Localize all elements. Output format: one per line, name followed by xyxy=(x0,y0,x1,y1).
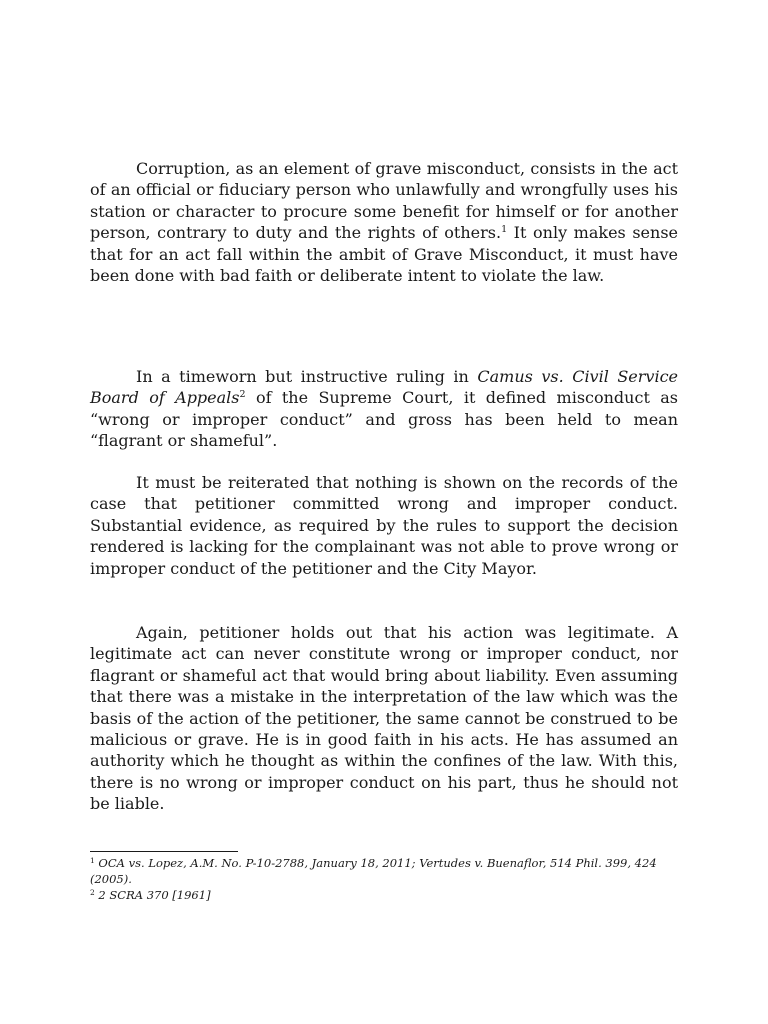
paragraph-text: Corruption, as an element of grave misconduct, consists in the act of an official or fiduciary person who unlawfully and wrongfully uses his station or character to procure some benefit for himself or for another person, contrary to duty and the rights of others. xyxy=(90,159,678,243)
footnote-ref-1: 1 xyxy=(501,224,508,236)
footnote-ref-2: 2 xyxy=(239,389,246,401)
paragraph-text: of the Supreme Court, it defined misconduct as “wrong or improper conduct” and gross has been held to mean “flagrant or shameful”. xyxy=(90,388,678,451)
paragraph-text: In a timeworn but instructive ruling in xyxy=(136,367,478,386)
paragraph-records xyxy=(90,472,678,579)
footnote-text: 2 SCRA 370 [1961] xyxy=(94,888,211,902)
paragraph-text: It must be reiterated that nothing is shown on the records of the case that petitioner committed wrong and improper conduct. Substantial evidence, as required by the rules to support the decision rendered is lacking for the complainant was not able to prove wrong or improper conduct of the petitioner and the City Mayor. xyxy=(90,473,678,578)
footnote-marker: 2 xyxy=(90,888,95,897)
footnote-2 xyxy=(90,888,678,904)
paragraph-camus-ruling xyxy=(90,366,678,452)
footnote-1 xyxy=(90,856,678,887)
footnote-marker: 1 xyxy=(90,856,95,865)
case-citation: Camus vs. Civil Service Board of Appeals xyxy=(90,367,679,408)
footnote-text: OCA vs. Lopez, A.M. No. P-10-2788, January 18, 2011; Vertudes v. Buenaflor, 514 Phil. 399, 424 (2005). xyxy=(90,856,657,886)
paragraph-text: It only makes sense that for an act fall within the ambit of Grave Misconduct, it must have been done with bad faith or deliberate intent to violate the law. xyxy=(90,223,679,286)
paragraph-legitimate-action xyxy=(90,622,678,815)
paragraph-text: Again, petitioner holds out that his action was legitimate. A legitimate act can never constitute wrong or improper conduct, nor flagrant or shameful act that would bring about liability. Even assuming that there was a mistake in the interpretation of the law which was the basis of the action of the petitioner, the same cannot be construed to be malicious or grave. He is in good faith in his acts. He has assumed an authority which he thought as within the confines of the law. With this, there is no wrong or improper conduct on his part, thus he should not be liable. xyxy=(90,623,678,814)
footnotes xyxy=(90,856,678,905)
footnote-separator xyxy=(90,851,238,852)
paragraph-corruption xyxy=(90,158,678,286)
